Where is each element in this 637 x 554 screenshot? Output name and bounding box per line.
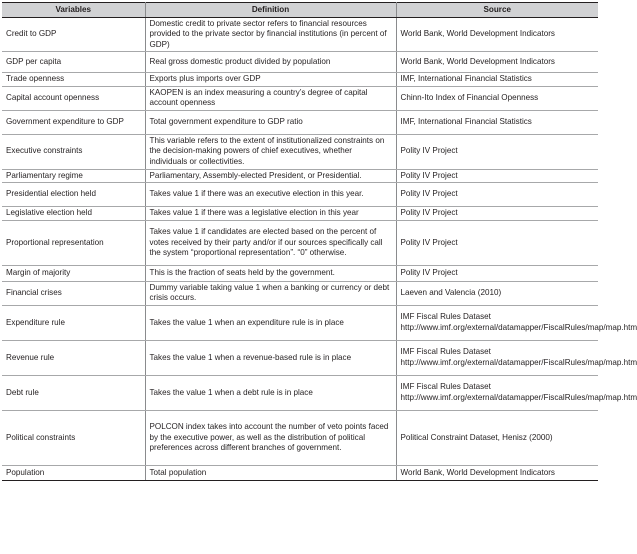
table-row [2,305,598,340]
variable-cell: Revenue rule [2,340,145,375]
table-row [2,282,598,306]
table-row [2,134,598,169]
source-cell: Laeven and Valencia (2010) [396,282,598,306]
definition-cell: Domestic credit to private sector refers to financial resources provided to the private sector by financial institutions (in percent of GDP) [145,18,396,52]
definition-cell: Takes value 1 if there was an executive election in this year. [145,183,396,207]
table-row [2,266,598,282]
source-cell: Polity IV Project [396,266,598,282]
table-row [2,73,598,86]
table-row [2,110,598,134]
definition-cell: Exports plus imports over GDP [145,73,396,86]
variable-cell: Financial crises [2,282,145,306]
source-cell: IMF Fiscal Rules Dataset http://www.imf.org/external/datamapper/FiscalRules/map/map.htm [396,305,598,340]
definition-cell: This variable refers to the extent of institutionalized constraints on the decision-making powers of chief executives, whether individuals or collectivities. [145,134,396,169]
variable-cell: Government expenditure to GDP [2,110,145,134]
source-cell: Polity IV Project [396,169,598,182]
source-cell: IMF, International Financial Statistics [396,110,598,134]
header-variables: Variables [2,3,145,18]
definition-cell: POLCON index takes into account the number of veto points faced by the executive power, as well as the distribution of political preferences across different branches of government. [145,410,396,465]
variable-cell: Margin of majority [2,266,145,282]
definition-cell: Takes value 1 if there was a legislative election in this year [145,207,396,221]
definition-cell: KAOPEN is an index measuring a country’s degree of capital account openness [145,86,396,110]
source-cell: World Bank, World Development Indicators [396,18,598,52]
header-source: Source [396,3,598,18]
table-row [2,169,598,182]
table-row [2,340,598,375]
variable-cell: Presidential election held [2,183,145,207]
source-cell: Polity IV Project [396,207,598,221]
table-row [2,221,598,266]
variable-cell: Credit to GDP [2,18,145,52]
table-row [2,183,598,207]
definition-cell: Takes the value 1 when a revenue-based rule is in place [145,340,396,375]
source-cell: IMF, International Financial Statistics [396,73,598,86]
source-cell: Polity IV Project [396,221,598,266]
definition-cell: This is the fraction of seats held by the government. [145,266,396,282]
definition-cell: Real gross domestic product divided by population [145,52,396,73]
variable-cell: Trade openness [2,73,145,86]
definition-cell: Total population [145,465,396,480]
source-cell: Chinn-Ito Index of Financial Openness [396,86,598,110]
source-cell: World Bank, World Development Indicators [396,52,598,73]
variable-cell: Parliamentary regime [2,169,145,182]
source-cell: IMF Fiscal Rules Dataset http://www.imf.org/external/datamapper/FiscalRules/map/map.htm [396,375,598,410]
definition-cell: Total government expenditure to GDP ratio [145,110,396,134]
variable-cell: Capital account openness [2,86,145,110]
table-row [2,375,598,410]
header-definition: Definition [145,3,396,18]
definition-cell: Dummy variable taking value 1 when a banking or currency or debt crisis occurs. [145,282,396,306]
variable-cell: Proportional representation [2,221,145,266]
variable-cell: Population [2,465,145,480]
source-cell: World Bank, World Development Indicators [396,465,598,480]
source-cell: Polity IV Project [396,183,598,207]
definition-cell: Takes the value 1 when a debt rule is in place [145,375,396,410]
variable-cell: Legislative election held [2,207,145,221]
definition-cell: Takes the value 1 when an expenditure rule is in place [145,305,396,340]
source-cell: Polity IV Project [396,134,598,169]
source-cell: Political Constraint Dataset, Henisz (2000) [396,410,598,465]
table-header-row [2,3,598,18]
definition-cell: Parliamentary, Assembly-elected President, or Presidential. [145,169,396,182]
source-cell: IMF Fiscal Rules Dataset http://www.imf.org/external/datamapper/FiscalRules/map/map.htm [396,340,598,375]
variable-cell: GDP per capita [2,52,145,73]
variable-cell: Expenditure rule [2,305,145,340]
definition-cell: Takes value 1 if candidates are elected based on the percent of votes received by their party and/or if our sources specifically call the system “proportional representation”. “0” otherwise. [145,221,396,266]
table-row [2,465,598,480]
variable-cell: Executive constraints [2,134,145,169]
table-row [2,410,598,465]
table-row [2,207,598,221]
table-row [2,52,598,73]
table-row [2,86,598,110]
variable-cell: Debt rule [2,375,145,410]
variable-cell: Political constraints [2,410,145,465]
table-row [2,18,598,52]
variables-table [2,2,637,481]
